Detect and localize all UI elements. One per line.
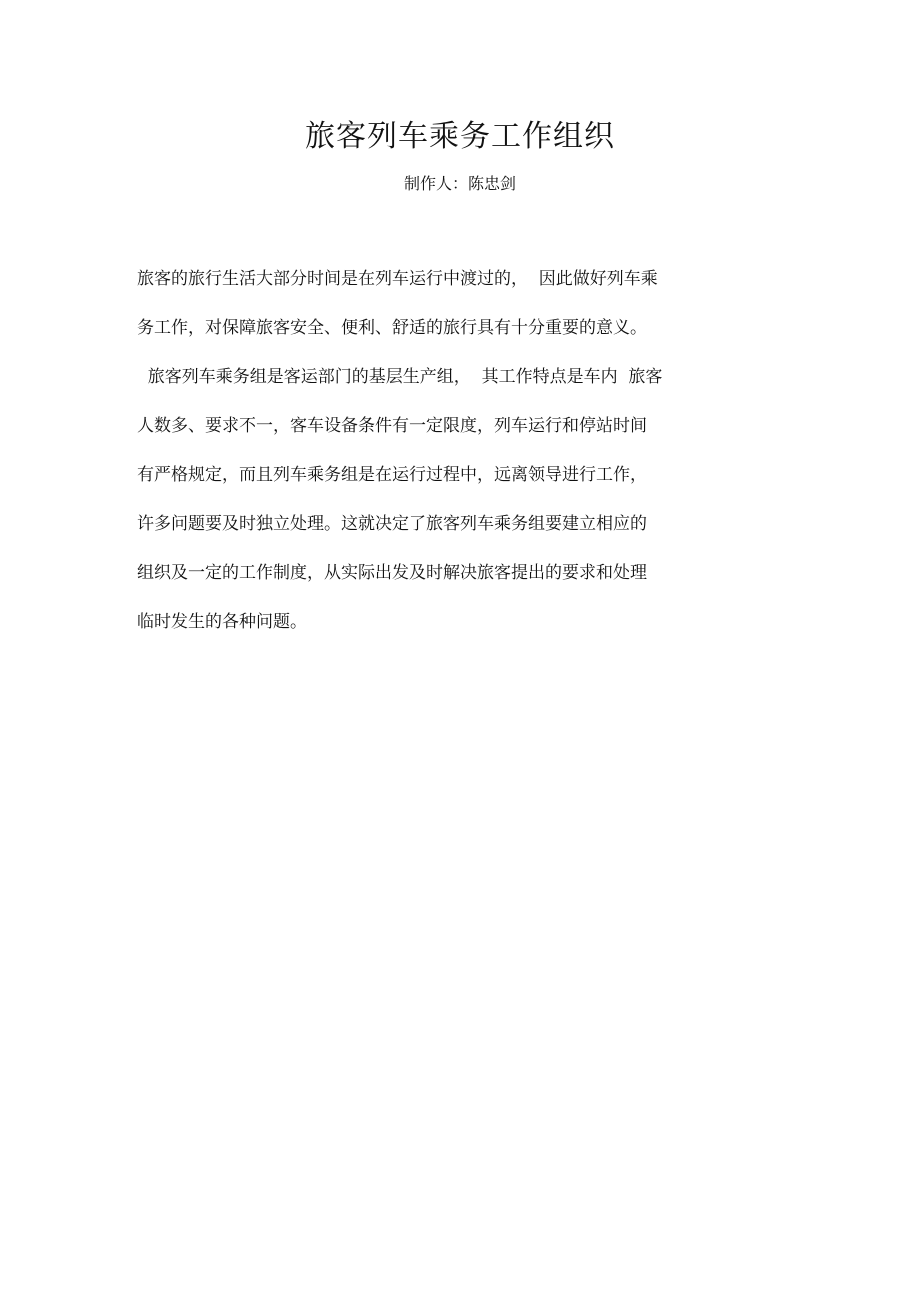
body-line: 组织及一定的工作制度，从实际出发及时解决旅客提出的要求和处理	[137, 563, 647, 583]
body-line: 人数多、要求不一，客车设备条件有一定限度，列车运行和停站时间	[137, 416, 647, 436]
document-author: 制作人：陈忠剑	[403, 174, 516, 193]
document-body	[137, 255, 707, 647]
body-line: 有严格规定，而且列车乘务组是在运行过程中，远离领导进行工作，	[137, 465, 647, 485]
body-line: 旅客列车乘务组是客运部门的基层生产组， 其工作特点是车内 旅客	[137, 367, 663, 387]
body-line: 许多问题要及时独立处理。这就决定了旅客列车乘务组要建立相应的	[137, 514, 647, 534]
document-title: 旅客列车乘务工作组织	[305, 119, 615, 154]
body-line: 临时发生的各种问题。	[137, 612, 307, 632]
body-line: 旅客的旅行生活大部分时间是在列车运行中渡过的， 因此做好列车乘	[137, 269, 658, 289]
body-line: 务工作，对保障旅客安全、便利、舒适的旅行具有十分重要的意义。	[137, 318, 647, 338]
